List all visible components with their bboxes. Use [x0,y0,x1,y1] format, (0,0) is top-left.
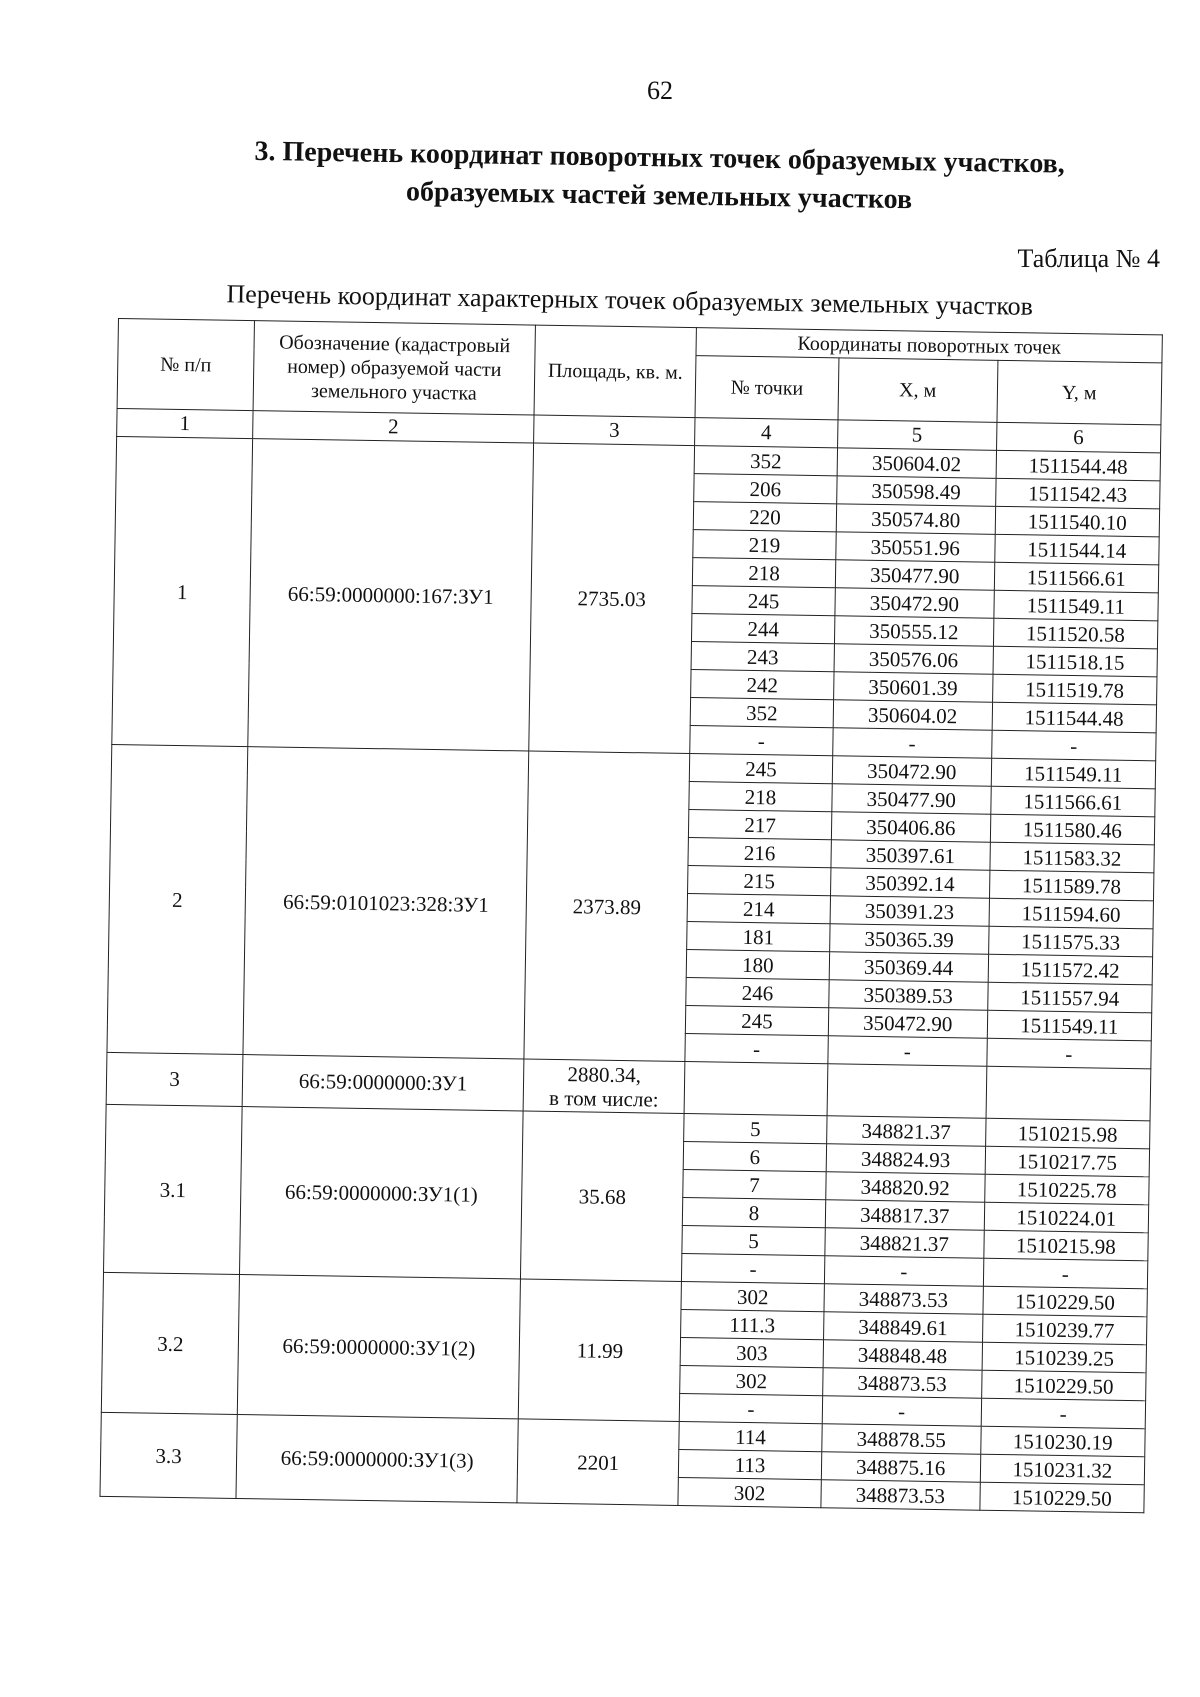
point-y: 1511549.11 [991,758,1156,789]
point-y: 1511542.43 [995,478,1160,509]
parcel-num: 3.3 [100,1412,237,1498]
point-y: 1510215.98 [983,1230,1148,1261]
point-x: 350555.12 [834,616,993,646]
point-x: 350601.39 [833,672,992,702]
point-x: 348875.16 [821,1452,980,1482]
parcel-designation: 66:59:0000000:ЗУ1(2) [237,1275,520,1419]
point-number: 5 [682,1225,825,1255]
point-y: 1511572.42 [988,954,1153,985]
parcel-area-value: 2880.34, [567,1061,642,1087]
point-x: - [824,1256,983,1286]
point-x: 348849.61 [823,1312,982,1342]
empty-cell [684,1061,828,1115]
point-y: 1511544.48 [992,702,1157,733]
parcel-num: 1 [112,436,253,746]
parcel-designation: 66:59:0000000:ЗУ1(1) [240,1107,524,1279]
point-number: 113 [678,1449,821,1479]
point-x: 350604.02 [837,448,996,478]
point-y: 1511557.94 [987,982,1152,1013]
point-number: 302 [680,1365,823,1395]
point-number: 114 [679,1421,822,1451]
point-number: 352 [690,698,833,728]
point-y: 1511580.46 [990,814,1155,845]
point-y: - [991,730,1156,761]
point-y: 1510229.50 [979,1482,1144,1513]
section-heading [199,132,1120,222]
table-caption: Перечень координат характерных точек образуемых земельных участков [226,279,1034,321]
point-x: 348820.92 [826,1172,985,1202]
column-number: 1 [117,408,253,438]
point-number: 111.3 [681,1309,824,1339]
header-x: X, м [838,358,998,422]
header-area: Площадь, кв. м. [534,325,696,418]
parcel-area: 35.68 [521,1111,685,1282]
point-y: - [981,1398,1146,1429]
point-y: 1511549.11 [993,590,1158,621]
section-heading-line-1: 3. Перечень координат поворотных точек образуемых участков, [254,135,1066,180]
parcel-area [523,1059,685,1114]
point-y: 1510215.98 [985,1118,1150,1149]
point-number: 245 [685,1006,828,1036]
point-x: 350369.44 [829,952,988,982]
point-number: - [690,726,833,756]
point-y: 1511540.10 [995,506,1160,537]
point-number: - [685,1034,828,1064]
point-x: - [833,728,992,758]
point-number: 216 [688,838,831,868]
point-x: 350389.53 [829,980,988,1010]
point-number: 244 [692,614,835,644]
point-y: 1511589.78 [989,870,1154,901]
parcel-area: 11.99 [518,1279,681,1422]
empty-cell [986,1066,1151,1121]
point-number: 180 [686,950,829,980]
point-x: 350604.02 [833,700,992,730]
parcel-area: 2735.03 [529,443,695,753]
point-x: 348873.53 [823,1368,982,1398]
parcel-num: 3 [106,1052,243,1106]
point-y: 1511519.78 [992,674,1157,705]
column-number: 5 [837,420,996,450]
parcel-designation: 66:59:0000000:ЗУ1(3) [236,1415,518,1503]
header-designation: Обозначение (кадастровый номер) образуемой части земельного участка [253,321,535,415]
point-x: 350365.39 [830,924,989,954]
page-number: 62 [647,76,673,105]
point-x: 350477.90 [835,560,994,590]
point-y: 1510225.78 [984,1174,1149,1205]
header-coordinates-group: Координаты поворотных точек [696,328,1162,363]
point-number: 181 [687,922,830,952]
point-y: 1510224.01 [984,1202,1149,1233]
point-x: - [828,1036,987,1066]
point-x: 350551.96 [836,532,995,562]
point-y: 1511520.58 [993,618,1158,649]
point-number: 218 [689,782,832,812]
point-x: 350391.23 [830,896,989,926]
point-y: 1510230.19 [980,1426,1145,1457]
point-number: 214 [687,894,830,924]
point-x: 350472.90 [832,756,991,786]
header-point: № точки [695,356,839,420]
point-y: 1510239.25 [982,1342,1147,1373]
point-number: 242 [691,670,834,700]
column-number: 3 [534,415,695,446]
point-x: - [822,1396,981,1426]
table-label: Таблица № 4 [1017,244,1160,273]
column-number: 2 [253,411,535,443]
point-y: 1510217.75 [985,1146,1150,1177]
point-number: 6 [683,1141,826,1171]
table-body [100,436,1161,1512]
parcel-designation: 66:59:0101023:328:ЗУ1 [243,747,529,1059]
column-number: 6 [996,422,1161,453]
point-number: 219 [693,530,836,560]
point-x: 348821.37 [827,1116,986,1146]
point-number: 218 [692,558,835,588]
point-number: 245 [692,586,835,616]
point-x: 350574.80 [836,504,995,534]
point-y: - [983,1258,1148,1289]
point-y: 1510239.77 [982,1314,1147,1345]
point-y: 1511594.60 [989,898,1154,929]
parcel-num: 3.2 [101,1272,239,1414]
point-x: 350472.90 [835,588,994,618]
coordinates-table-wrapper [99,318,1162,1513]
point-y: 1510229.50 [983,1286,1148,1317]
point-y: 1511549.11 [987,1010,1152,1041]
column-number: 4 [695,418,838,448]
parcel-area: 2201 [517,1419,679,1506]
parcel-designation: 66:59:0000000:ЗУ1 [242,1055,524,1111]
point-number: 245 [689,754,832,784]
point-x: 348878.55 [822,1424,981,1454]
point-y: 1511544.14 [994,534,1159,565]
point-y: 1511583.32 [990,842,1155,873]
point-x: 350397.61 [831,840,990,870]
point-y: 1511575.33 [988,926,1153,957]
section-heading-line-2: образуемых частей земельных участков [405,176,913,216]
point-y: 1511566.61 [990,786,1155,817]
point-number: 7 [683,1169,826,1199]
point-number: 215 [688,866,831,896]
point-x: 348873.53 [824,1284,983,1314]
point-x: 348821.37 [825,1228,984,1258]
point-x: 348824.93 [826,1144,985,1174]
point-y: 1510231.32 [980,1454,1145,1485]
point-x: 350598.49 [837,476,996,506]
point-number: 220 [693,502,836,532]
parcel-area: 2373.89 [524,751,690,1061]
point-number: 8 [682,1197,825,1227]
point-y: 1511566.61 [994,562,1159,593]
parcel-designation: 66:59:0000000:167:ЗУ1 [248,439,534,751]
point-x: 350477.90 [832,784,991,814]
point-y: 1510229.50 [981,1370,1146,1401]
point-x: 350576.06 [834,644,993,674]
point-number: 246 [686,978,829,1008]
point-number: 206 [694,474,837,504]
empty-cell [827,1064,986,1118]
point-y: 1511544.48 [996,450,1161,481]
parcel-num: 3.1 [104,1104,243,1274]
point-number: 302 [681,1281,824,1311]
point-number: 302 [678,1477,821,1507]
point-y: 1511518.15 [993,646,1158,677]
point-x: 348873.53 [821,1480,980,1510]
point-number: - [682,1253,825,1283]
parcel-num: 2 [107,744,248,1054]
point-number: 5 [684,1113,827,1143]
point-number: 352 [694,446,837,476]
point-x: 350392.14 [830,868,989,898]
point-x: 350406.86 [831,812,990,842]
parcel-area-note: в том числе: [548,1085,659,1112]
point-x: 348817.37 [825,1200,984,1230]
point-number: 303 [680,1337,823,1367]
header-y: Y, м [997,360,1162,425]
coordinates-table [99,318,1162,1513]
point-number: 243 [691,642,834,672]
point-number: 217 [688,810,831,840]
point-number: - [679,1393,822,1423]
point-x: 350472.90 [828,1008,987,1038]
header-num: № п/п [117,319,254,411]
point-y: - [986,1038,1151,1069]
point-x: 348848.48 [823,1340,982,1370]
